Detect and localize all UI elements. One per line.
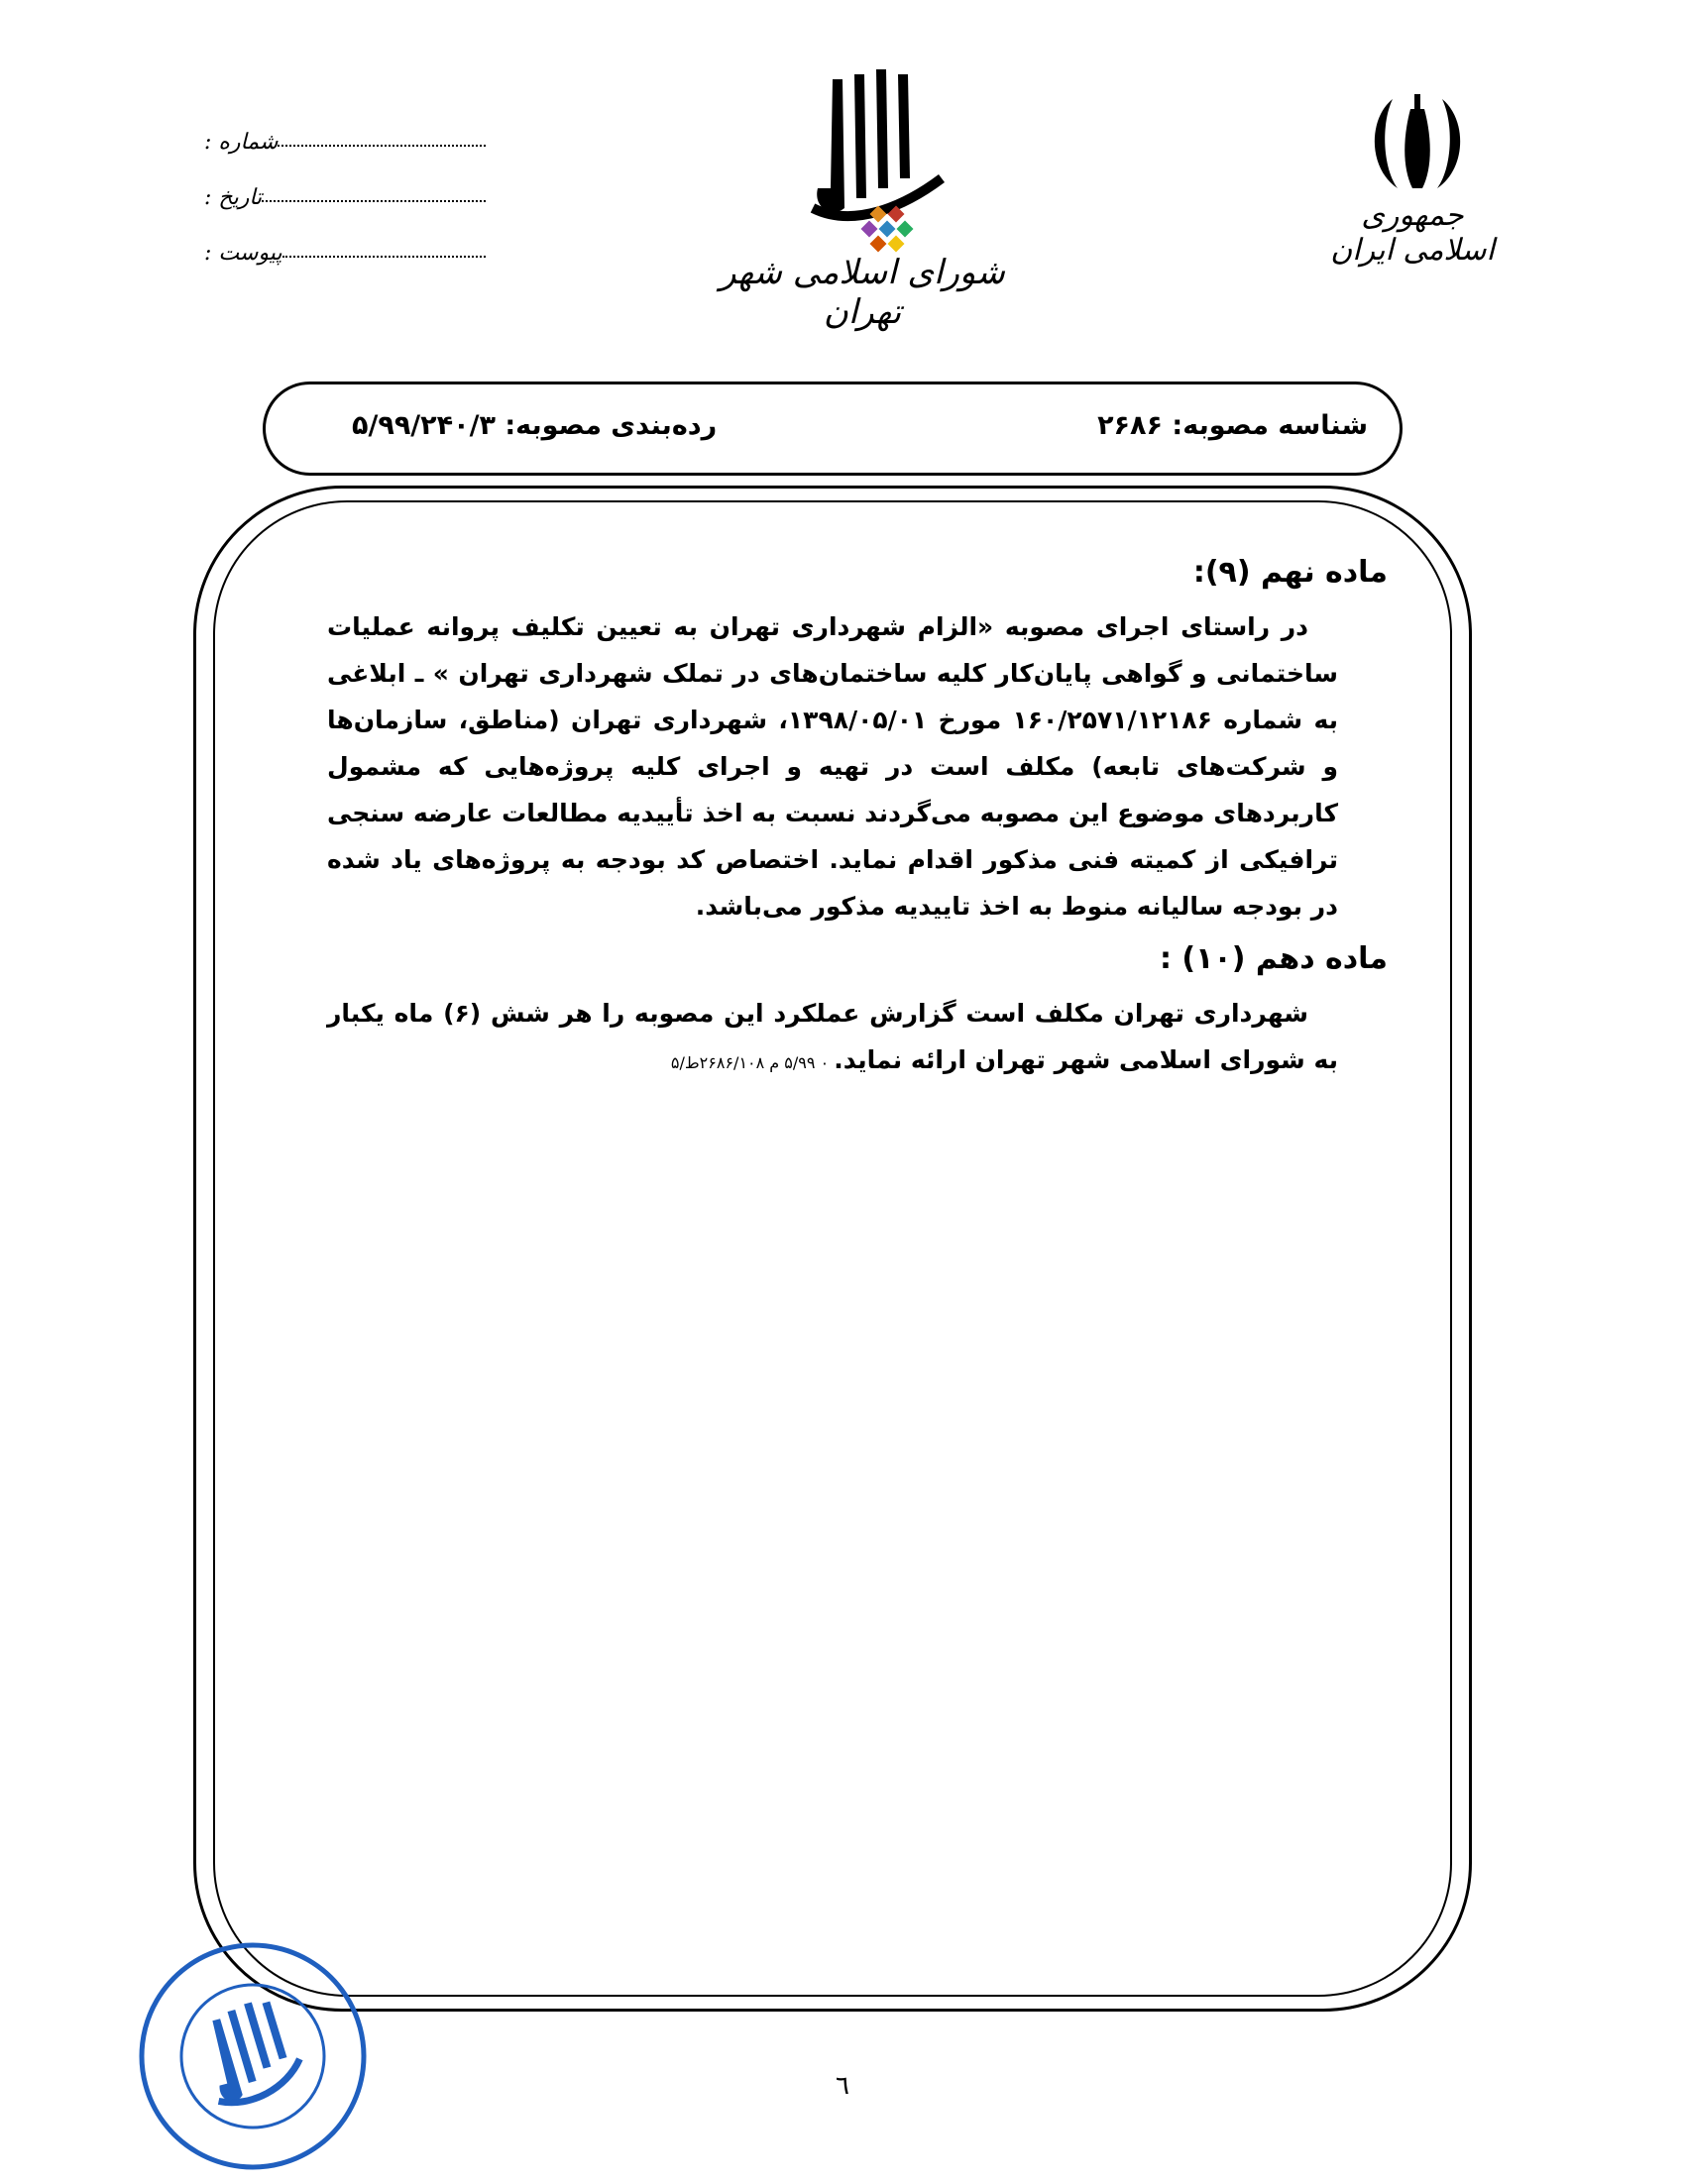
- article-9-body: در راستای اجرای مصوبه «الزام شهرداری تهران به تعیین تکلیف پروانه عملیات ساختمانی و گواهی پایان‌کار کلیه ساختمان‌های در تملک شهرداری تهران » ـ ابلاغی به شماره ۱۶۰/۲۵۷۱/۱۲۱۸۶ مورخ ۱۳۹۸/۰۵/۰۱، شهرداری تهران (مناطق، سازمان‌ها و شرکت‌های تابعه) مکلف است در تهیه و اجرای کلیه پروژه‌هایی که مشمول کاربردهای موضوع این مصوبه می‌گردند نسبت به اخذ تأییدیه مطالعات عارضه سنجی ترافیکی از کمیته فنی مذکور اقدام نماید. اختصاص کد بودجه به پروژه‌های یاد شده در بودجه سالیانه منوط به اخذ تاییدیه مذکور می‌باشد.: [327, 612, 1338, 921]
- meta-date: [198, 155, 486, 210]
- meta-attachment-label: پیوست :: [204, 241, 282, 266]
- meta-date-line: [262, 199, 486, 202]
- meta-number-line: [278, 144, 486, 147]
- article-10-body: شهرداری تهران مکلف است گزارش عملکرد این مصوبه را هر شش (۶) ماه یکبار به شورای اسلامی شهر تهران ارائه نماید.: [327, 999, 1338, 1074]
- resolution-classification: رده‌بندی مصوبه: ۵/۹۹/۲۴۰/۳: [352, 410, 718, 441]
- council-name: شورای اسلامی شهر تهران: [720, 253, 1005, 332]
- meta-attachment-line: [282, 255, 486, 258]
- document-body: [278, 555, 1388, 1098]
- article-10-paragraph: [327, 990, 1338, 1086]
- council-logo-icon: [773, 59, 961, 268]
- council-seal-stamp: [129, 1932, 377, 2180]
- reference-note: ۰ ۵/۹۹ م ۲۶۸۶/۱۰۸ط/۵: [670, 1053, 835, 1072]
- republic-name: جمهوری اسلامی ایران: [1330, 198, 1495, 268]
- iran-emblem-icon: [1353, 89, 1482, 198]
- article-10-heading: ماده دهم (۱۰) :: [1159, 941, 1388, 976]
- letter-meta: [198, 99, 486, 266]
- meta-attachment: [198, 210, 486, 266]
- article-9-heading: ماده نهم (۹):: [1192, 555, 1388, 590]
- resolution-id: شناسه مصوبه: ۲۶۸۶: [1097, 410, 1368, 441]
- meta-number-label: شماره :: [204, 130, 279, 155]
- meta-number: [198, 99, 486, 155]
- meta-date-label: تاریخ :: [204, 185, 263, 210]
- page-number: ٦: [836, 2071, 849, 2101]
